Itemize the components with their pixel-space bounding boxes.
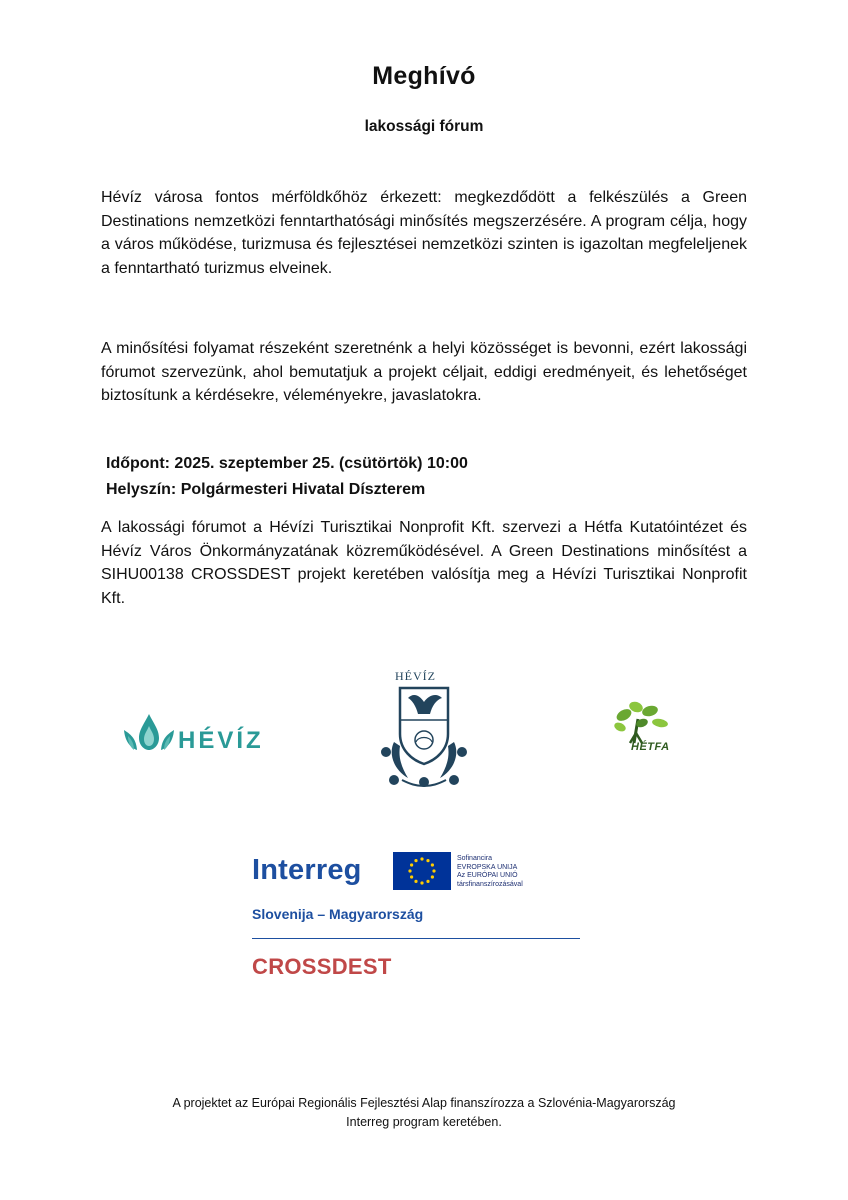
eu-flag-icon (393, 852, 451, 890)
eu-star-icon (420, 881, 423, 884)
hetfa-logo-text: HÉTFA (631, 741, 670, 753)
eu-star-icon (420, 857, 423, 860)
eu-star-icon (431, 875, 434, 878)
eu-star-icon (410, 875, 413, 878)
crest-title: HÉVÍZ (395, 669, 436, 683)
eu-star-icon (426, 859, 429, 862)
page-title: Meghívó (372, 62, 476, 90)
eu-star-icon (431, 863, 434, 866)
event-time: Időpont: 2025. szeptember 25. (csütörtök) 10:00 (106, 455, 468, 472)
eu-star-icon (432, 869, 435, 872)
eu-star-icon (408, 869, 411, 872)
heviz-drop-icon (122, 712, 176, 756)
hetfa-tree-icon (612, 697, 672, 745)
eu-star-icon (414, 880, 417, 883)
eu-star-icon (410, 863, 413, 866)
heviz-logo-text: HÉVÍZ (178, 727, 264, 754)
organizer-paragraph: A lakossági fórumot a Hévízi Turisztikai Nonprofit Kft. szervezi a Hétfa Kutatóintézet és Hévíz Város Önkormányzatának közreműködésével. A Green Destinations minősítést a SIHU00138 CROSSDEST projekt keretében valósítja meg a Hévízi Turisztikai Nonprofit Kft. (101, 519, 747, 607)
eu-star-icon (426, 880, 429, 883)
event-place: Helyszín: Polgármesteri Hivatal Díszterem (106, 481, 426, 498)
footer-note (0, 1094, 848, 1132)
crossdest-project-name: CROSSDEST (252, 954, 392, 979)
involvement-paragraph: A minősítési folyamat részeként szeretnénk a helyi közösséget is bevonni, ezért lakossági fórumot szervezünk, ahol bemutatjuk a projekt céljait, eddigi eredményeit, és lehetőséget biztosítunk a kérdésekre, véleményekre, javaslatokra. (101, 340, 747, 404)
footer-line-2: Interreg program keretében. (346, 1115, 502, 1129)
eu-cofinancing-text: Sofinancira EVROPSKA UNIJA Az EURÓPAI UNIÓ társfinanszírozásával (457, 855, 523, 888)
intro-paragraph: Hévíz városa fontos mérföldkőhöz érkezett: megkezdődött a felkészülés a Green Destinations nemzetközi fenntarthatósági minősítés megszerzésére. A program célja, hogy a város működése, turizmusa és fejlesztései nemzetközi szinten is igazoltan megfeleljenek a fenntartható turizmus elveinek. (101, 189, 747, 277)
interreg-region: Slovenija – Magyarország (252, 906, 424, 922)
interreg-divider (252, 938, 580, 939)
heviz-crest-icon (372, 684, 476, 790)
footer-line-1: A projektet az Európai Regionális Fejlesztési Alap finanszírozza a Szlovénia-Magyarország (172, 1096, 676, 1110)
interreg-logo-text: Interreg (252, 854, 362, 886)
eu-star-icon (414, 859, 417, 862)
page-subtitle: lakossági fórum (364, 118, 484, 135)
